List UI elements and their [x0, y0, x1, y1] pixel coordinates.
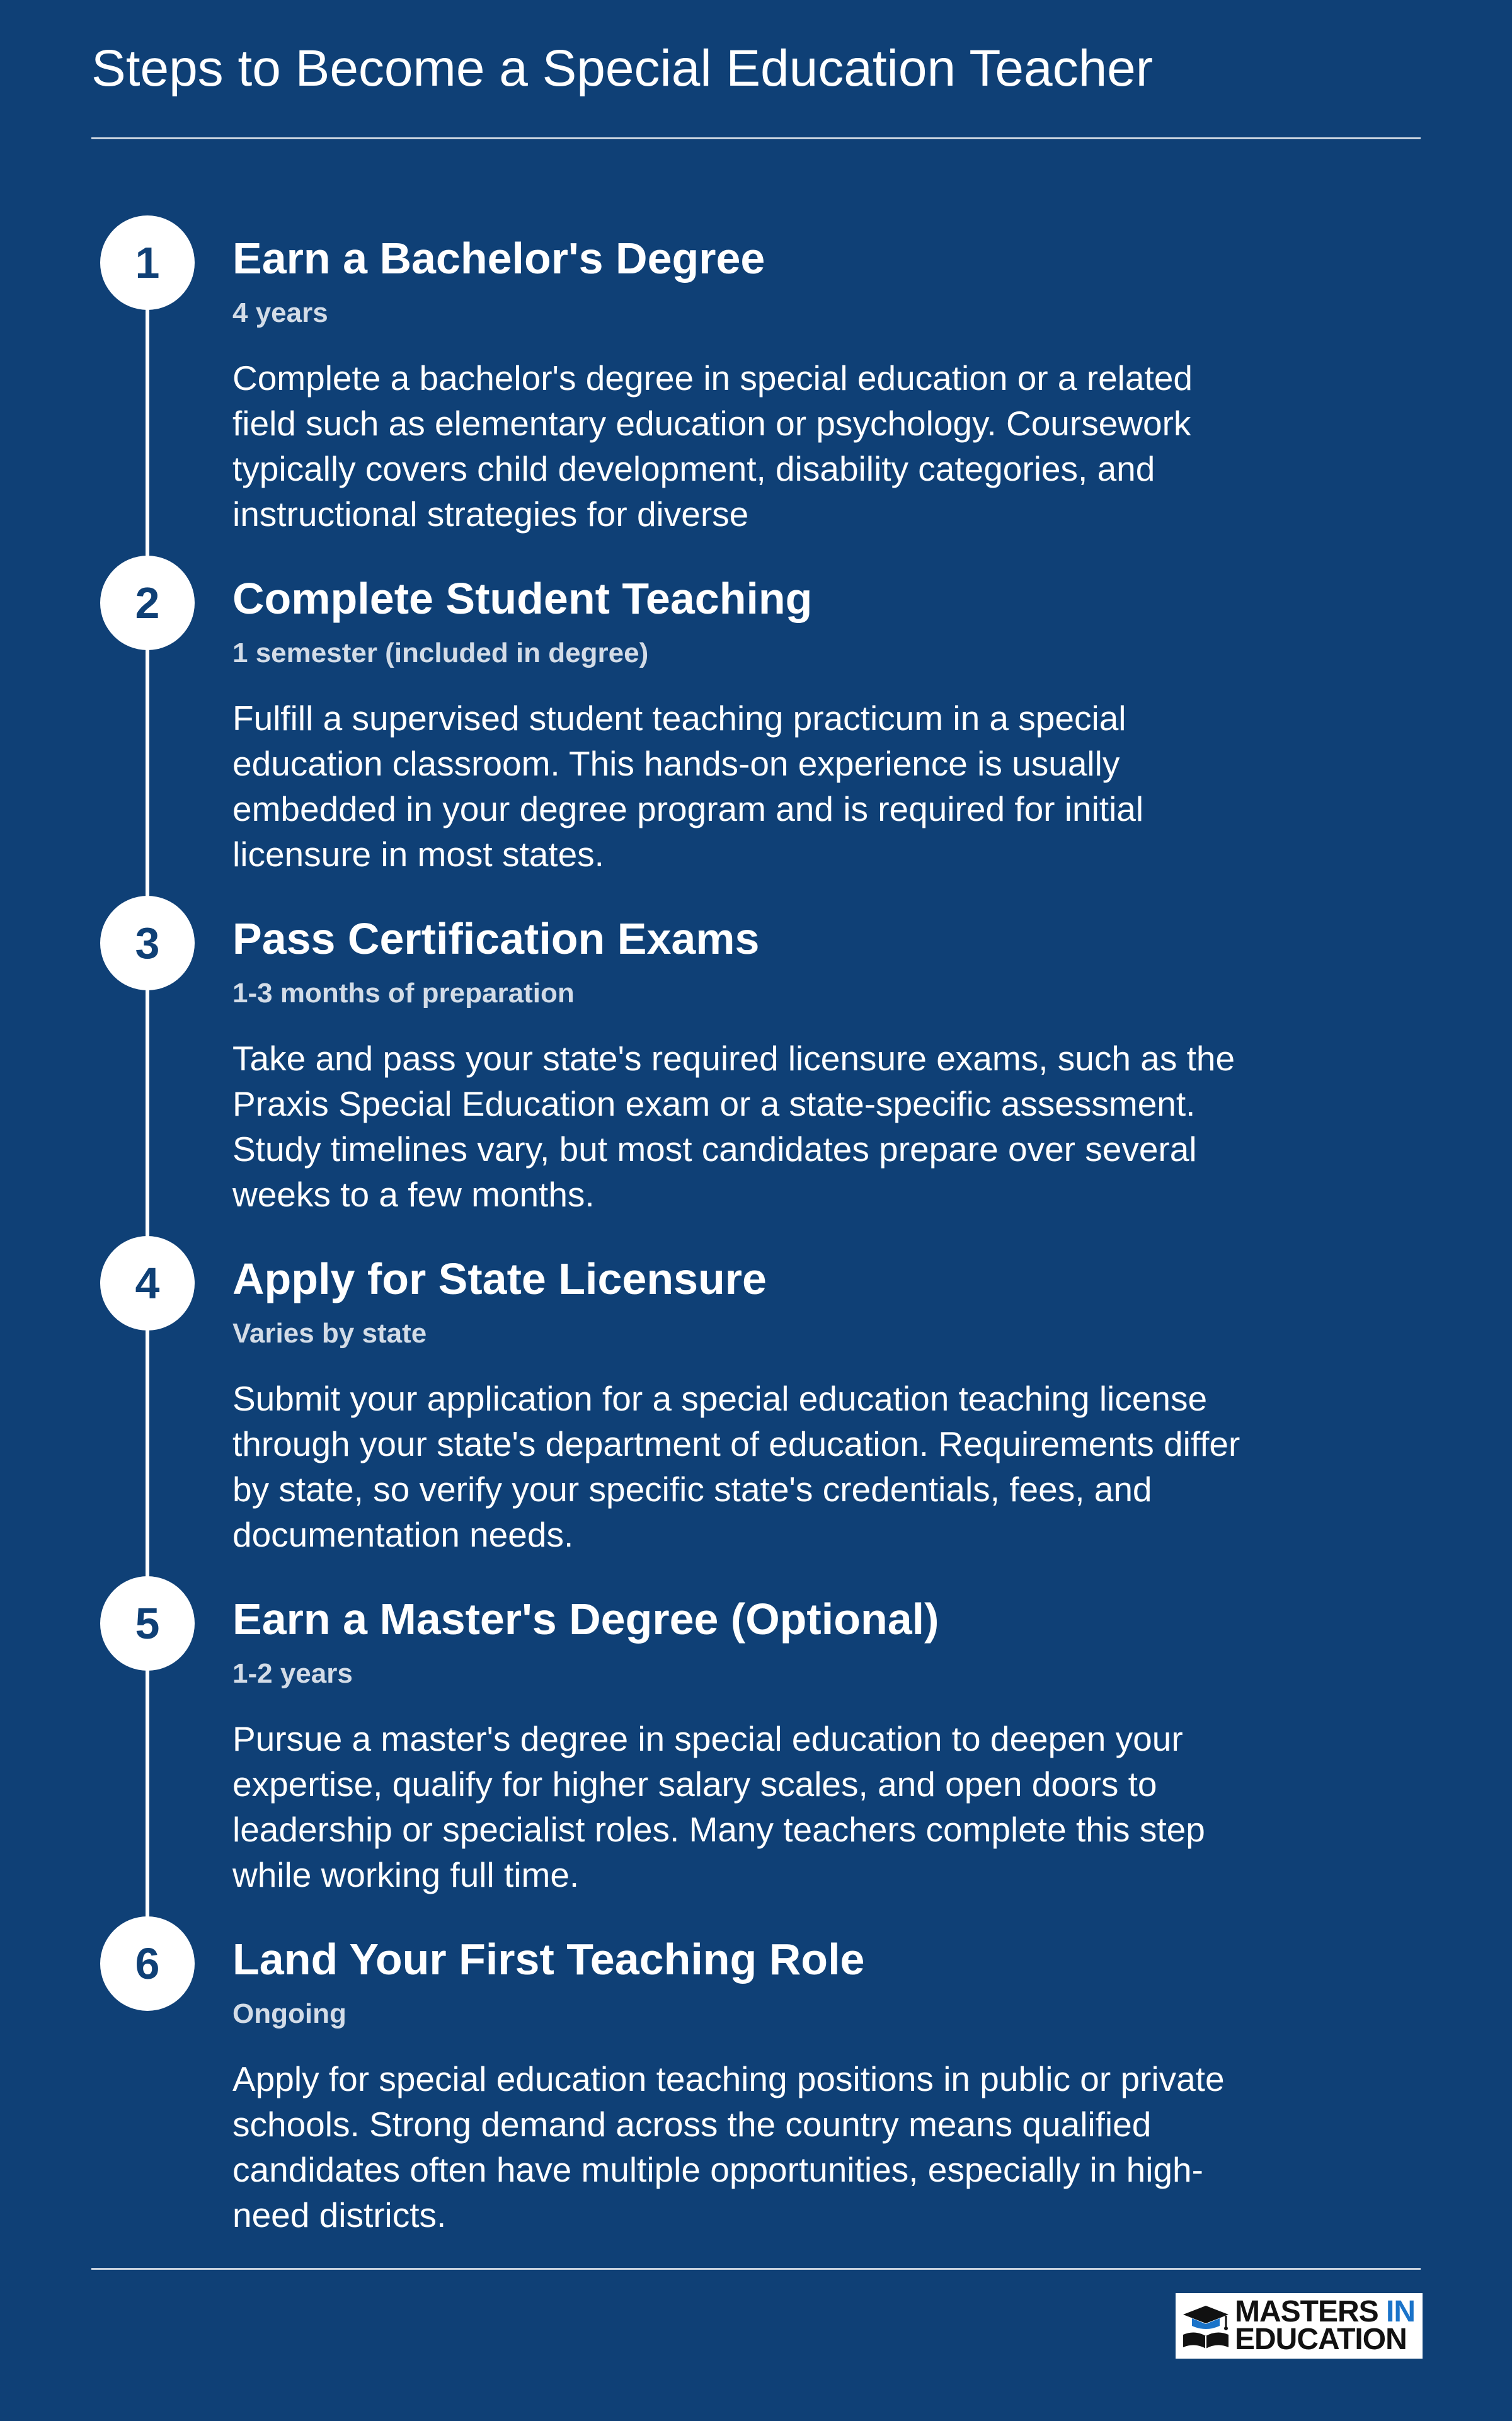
step-number-badge: 2: [100, 556, 195, 650]
step-number-badge: 1: [100, 215, 195, 310]
logo-word-in: IN: [1386, 2295, 1416, 2328]
step-number-badge: 4: [100, 1236, 195, 1331]
step-description: Pursue a master's degree in special education to deepen your expertise, qualify for higher salary scales, and open doors to leadership or specialist roles. Many teachers complete this step while working full time.: [232, 1719, 1205, 1894]
step-duration: 1-3 months of preparation: [232, 978, 575, 1009]
step-description: Submit your application for a special education teaching license through your state's department of education. Requirements differ by state, so verify your specific state's credentials, fees, and documentation needs.: [232, 1379, 1240, 1554]
step-duration: 4 years: [232, 297, 328, 328]
bottom-divider: [91, 2268, 1421, 2270]
step-4: [0, 1236, 1512, 1576]
step-description: Complete a bachelor's degree in special education or a related field such as elementary education or psychology. Coursework typically covers child development, disability categories, and instructional strategies for diverse: [232, 358, 1193, 534]
step-title: Earn a Master's Degree (Optional): [232, 1594, 939, 1644]
step-title: Land Your First Teaching Role: [232, 1935, 865, 1984]
step-title: Pass Certification Exams: [232, 914, 760, 963]
logo-wordmark: [1235, 2295, 1416, 2356]
logo-word-masters: MASTERS: [1235, 2295, 1378, 2328]
step-duration: 1 semester (included in degree): [232, 638, 649, 668]
step-1: [0, 215, 1512, 556]
step-description: Apply for special education teaching positions in public or private schools. Strong demand across the country means qualified candidates often have multiple opportunities, especially in high-need districts.: [232, 2059, 1225, 2235]
top-divider: [91, 137, 1421, 139]
step-description: Take and pass your state's required licensure exams, such as the Praxis Special Education exam or a state-specific assessment. Study timelines vary, but most candidates prepare over several weeks to a few months.: [232, 1039, 1235, 1214]
step-2: [0, 556, 1512, 896]
graduation-cap-book-icon: [1181, 2301, 1231, 2351]
page-title: Steps to Become a Special Education Teacher: [91, 40, 1154, 97]
step-title: Earn a Bachelor's Degree: [232, 234, 765, 283]
step-5: [0, 1576, 1512, 1916]
step-6: [0, 1916, 1512, 2257]
step-duration: Ongoing: [232, 1998, 346, 2029]
step-duration: 1-2 years: [232, 1658, 353, 1689]
step-description: Fulfill a supervised student teaching practicum in a special education classroom. This hands-on experience is usually embedded in your degree program and is required for initial licensure in most states.: [232, 699, 1144, 874]
logo-word-education: EDUCATION: [1235, 2323, 1407, 2356]
step-number-badge: 3: [100, 896, 195, 990]
step-title: Complete Student Teaching: [232, 574, 813, 623]
step-number-badge: 5: [100, 1576, 195, 1671]
step-title: Apply for State Licensure: [232, 1254, 767, 1303]
masters-in-education-logo: [1176, 2293, 1423, 2359]
step-3: [0, 896, 1512, 1236]
step-duration: Varies by state: [232, 1318, 427, 1349]
step-number-badge: 6: [100, 1916, 195, 2011]
